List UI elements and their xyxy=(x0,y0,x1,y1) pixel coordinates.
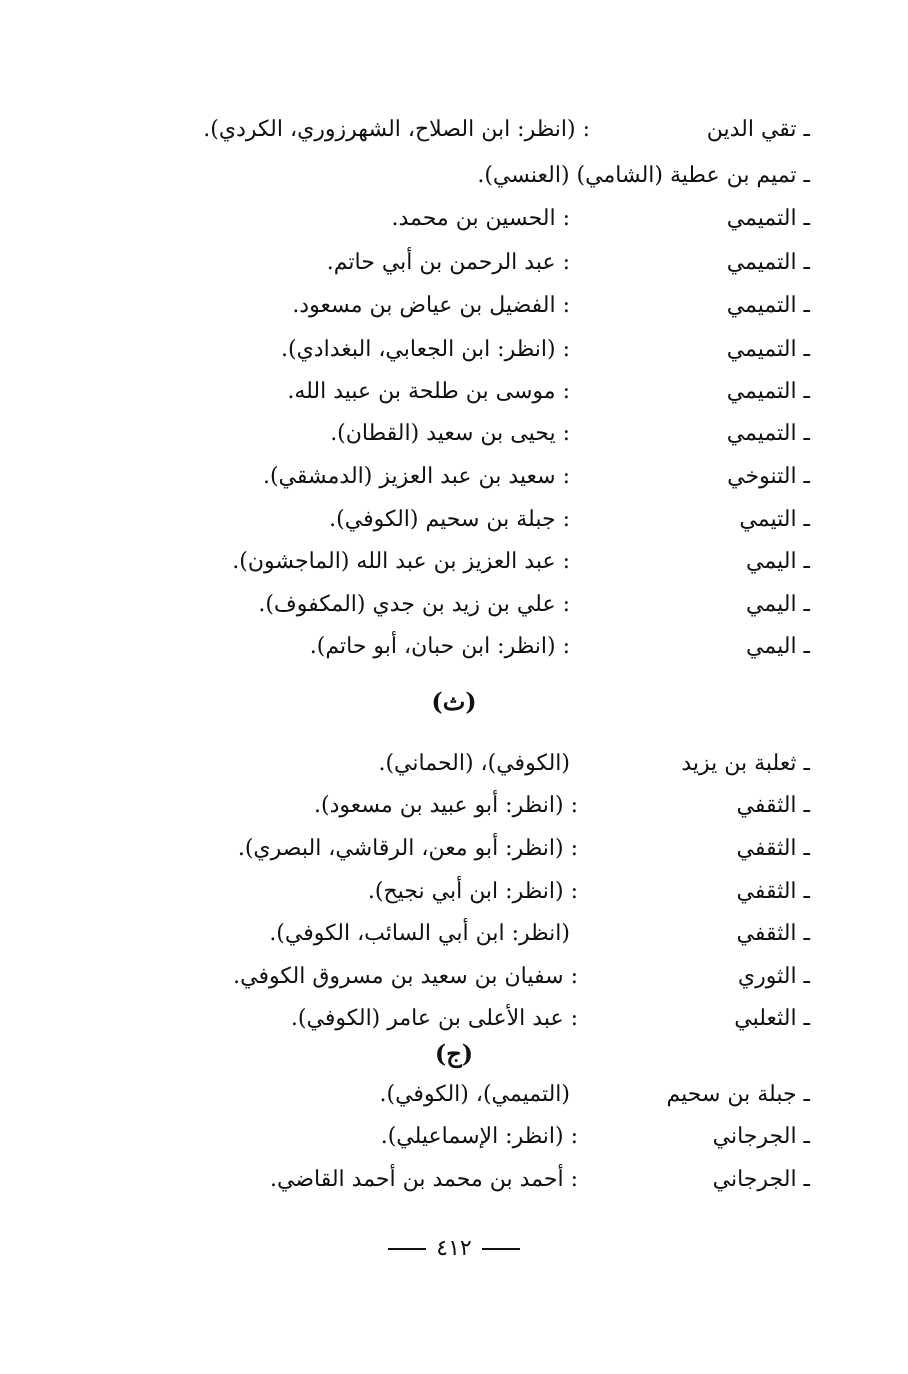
entry-row xyxy=(0,542,908,582)
entry-term: ـ الثعلبي xyxy=(734,1006,810,1031)
entry-row xyxy=(0,372,908,412)
entry-value: : أحمد بن محمد بن أحمد القاضي. xyxy=(270,1167,578,1192)
entry-value: : (انظر: ابن حبان، أبو حاتم). xyxy=(309,634,570,659)
entry-value: : عبد الأعلى بن عامر (الكوفي). xyxy=(290,1006,578,1031)
footer-dash-right xyxy=(482,1248,520,1250)
entry-row xyxy=(0,872,908,912)
entry-term: ـ الثقفي xyxy=(736,793,810,818)
entry-row xyxy=(0,585,908,625)
entry-value: : موسى بن طلحة بن عبيد الله. xyxy=(287,379,570,404)
entry-term: ـ اليمي xyxy=(746,549,810,574)
entry-row xyxy=(0,914,908,954)
entry-value: : جبلة بن سحيم (الكوفي). xyxy=(329,507,570,532)
entry-value: (الكوفي)، (الحماني). xyxy=(378,751,570,776)
entry-term: ـ الثقفي xyxy=(736,921,810,946)
entry-row xyxy=(0,500,908,540)
entry-term: ـ التميمي xyxy=(726,206,810,231)
entry-value: : (انظر: ابن الصلاح، الشهرزوري، الكردي). xyxy=(203,117,590,142)
entry-term: ـ التميمي xyxy=(726,293,810,318)
entry-term: ـ التميمي xyxy=(726,379,810,404)
entry-full: ـ تميم بن عطية (الشامي) (العنسي). xyxy=(477,163,810,188)
entry-term: ـ الثوري xyxy=(737,964,810,989)
entry-row xyxy=(0,999,908,1039)
entry-term: ـ تقي الدين xyxy=(706,117,810,142)
entry-term: ـ الثقفي xyxy=(736,879,810,904)
entry-value: : الحسين بن محمد. xyxy=(391,206,570,231)
entry-term: ـ الجرجاني xyxy=(712,1167,810,1192)
entry-row xyxy=(0,243,908,283)
footer-dash-left xyxy=(388,1248,426,1250)
entry-row xyxy=(0,1160,908,1200)
entry-row xyxy=(0,457,908,497)
entry-row xyxy=(0,786,908,826)
entry-value: : عبد الرحمن بن أبي حاتم. xyxy=(326,250,570,275)
entry-value: : علي بن زيد بن جدي (المكفوف). xyxy=(258,592,570,617)
entry-value: : (انظر: ابن الجعابي، البغدادي). xyxy=(281,337,570,362)
entry-term: ـ ثعلبة بن يزيد xyxy=(681,751,810,776)
entry-row xyxy=(0,627,908,667)
entry-term: ـ اليمي xyxy=(746,592,810,617)
section-heading-tha: (ث) xyxy=(431,687,477,716)
entry-row xyxy=(0,744,908,784)
entry-term: ـ التيمي xyxy=(739,507,810,532)
entry-value: : سعيد بن عبد العزيز (الدمشقي). xyxy=(262,464,570,489)
entry-term: ـ التميمي xyxy=(726,250,810,275)
entry-value: (التميمي)، (الكوفي). xyxy=(379,1082,570,1107)
entry-term: ـ جبلة بن سحيم xyxy=(666,1082,810,1107)
entry-value: : سفيان بن سعيد بن مسروق الكوفي. xyxy=(233,964,578,989)
entry-term: ـ اليمي xyxy=(746,634,810,659)
entry-row xyxy=(0,957,908,997)
entry-row xyxy=(0,199,908,239)
entry-value: : (انظر: الإسماعيلي). xyxy=(380,1124,578,1149)
entry-term: ـ الثقفي xyxy=(736,836,810,861)
page-number: ٤١٢ xyxy=(436,1236,472,1261)
entry-term: ـ التميمي xyxy=(726,337,810,362)
entry-row xyxy=(0,110,908,150)
entry-row xyxy=(0,286,908,326)
entry-value: : (انظر: أبو معن، الرقاشي، البصري). xyxy=(237,836,578,861)
entry-term: ـ التميمي xyxy=(726,421,810,446)
entry-row xyxy=(0,414,908,454)
section-heading-jim: (ج) xyxy=(434,1039,474,1068)
entry-row xyxy=(0,829,908,869)
entry-row xyxy=(0,1117,908,1157)
entry-value: : يحيى بن سعيد (القطان). xyxy=(330,421,570,446)
entry-value: (انظر: ابن أبي السائب، الكوفي). xyxy=(269,921,570,946)
entry-row xyxy=(0,1075,908,1115)
entry-term: ـ التنوخي xyxy=(727,464,810,489)
entry-value: : عبد العزيز بن عبد الله (الماجشون). xyxy=(232,549,570,574)
entry-term: ـ الجرجاني xyxy=(712,1124,810,1149)
page-footer xyxy=(0,1232,908,1266)
entry-value: : (انظر: أبو عبيد بن مسعود). xyxy=(314,793,578,818)
entry-value: : (انظر: ابن أبي نجيح). xyxy=(367,879,578,904)
entry-value: : الفضيل بن عياض بن مسعود. xyxy=(292,293,570,318)
entry-row xyxy=(0,330,908,370)
entry-row xyxy=(0,156,908,196)
